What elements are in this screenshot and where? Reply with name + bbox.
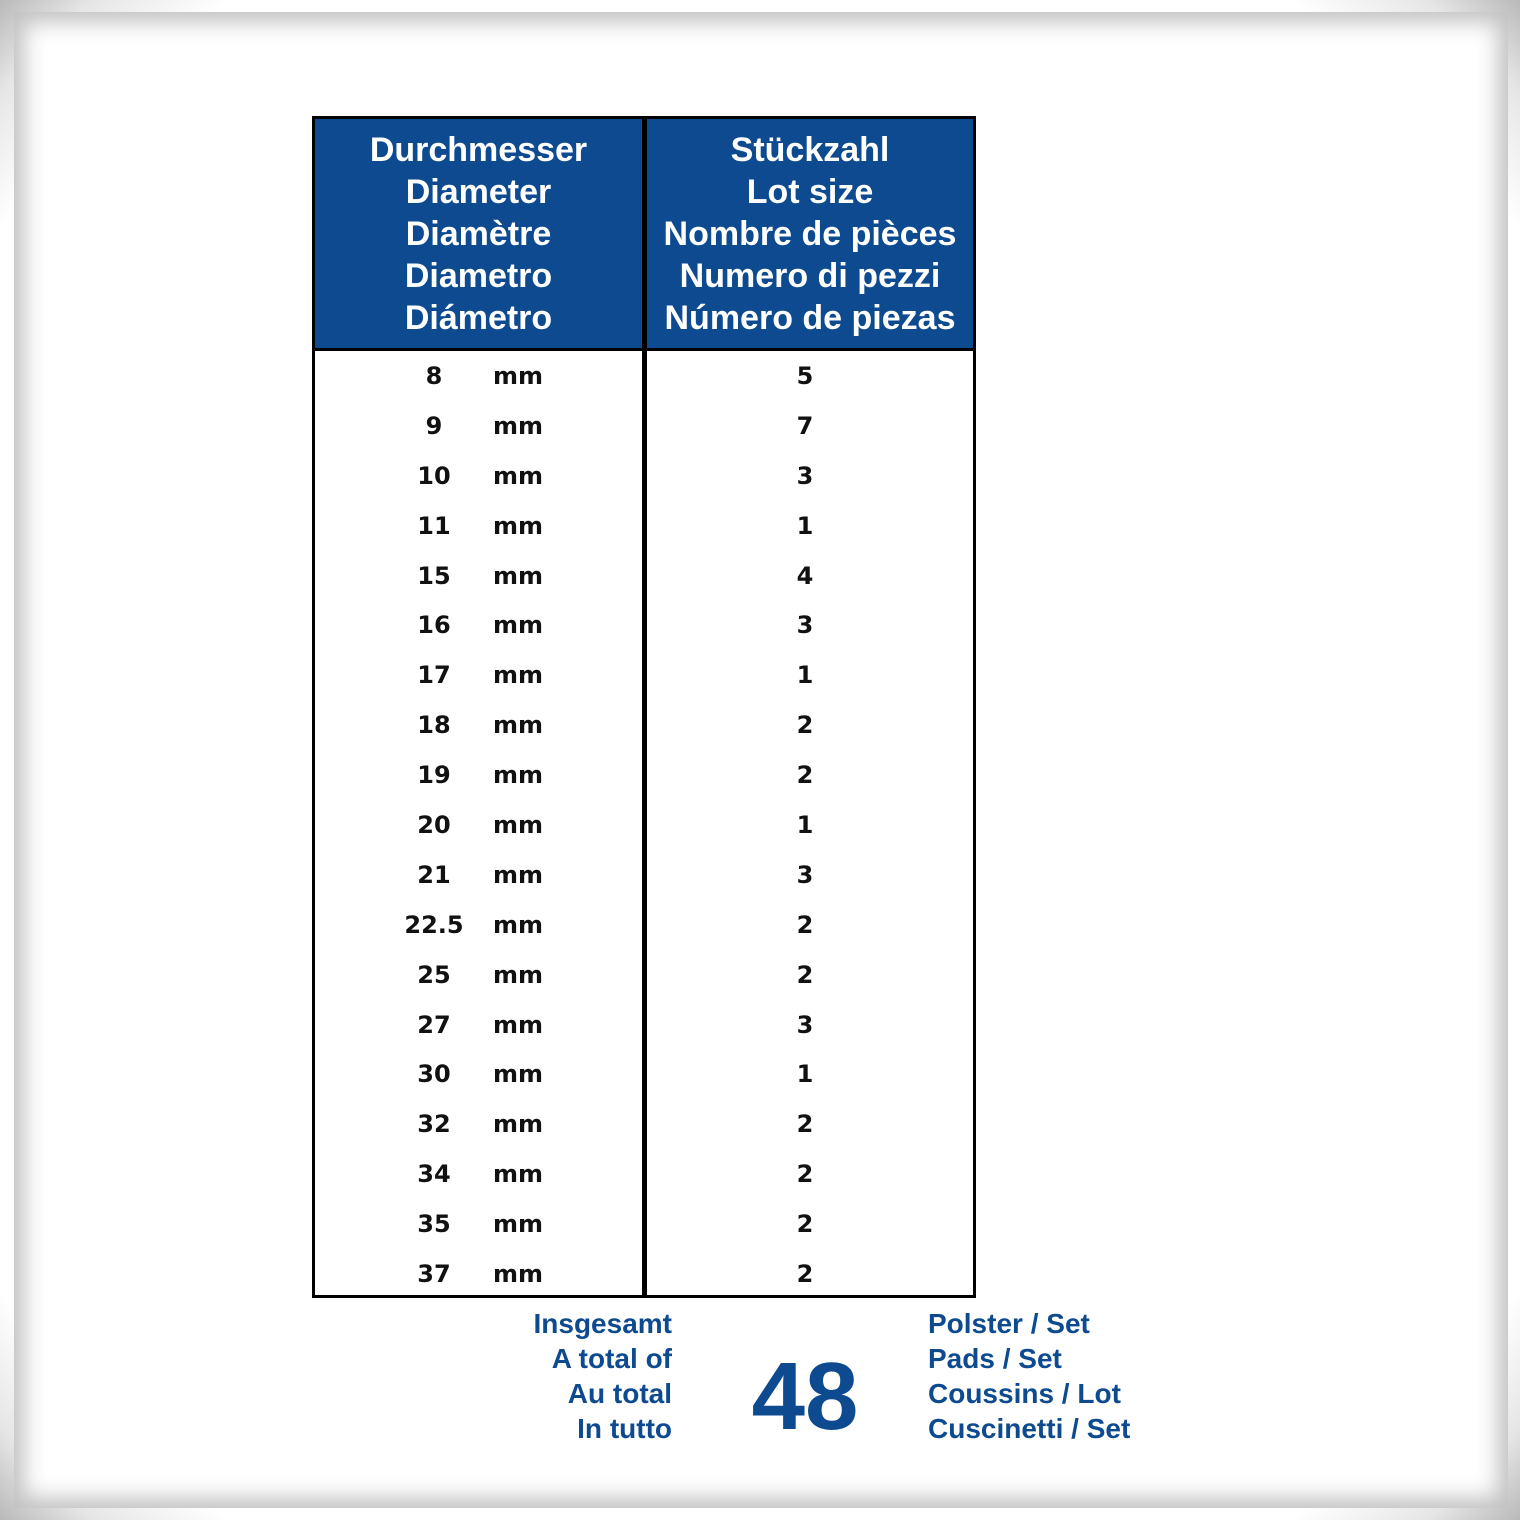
diameter-unit: mm	[493, 1160, 544, 1189]
diameter-unit: mm	[493, 860, 544, 889]
diameter-value: 32	[417, 1110, 451, 1139]
lot-size-value: 2	[796, 1210, 814, 1239]
diameter-unit: mm	[493, 511, 544, 540]
lot-size-value: 2	[796, 960, 814, 989]
diameter-value: 20	[417, 811, 451, 840]
lot-size-value: 3	[796, 611, 814, 640]
diameter-unit: mm	[493, 611, 544, 640]
diameter-unit: mm	[493, 561, 544, 590]
unit-label: Coussins / Lot	[928, 1378, 1121, 1409]
diameter-value: 8	[425, 362, 443, 390]
diameter-unit: mm	[493, 362, 544, 390]
diameter-unit: mm	[493, 761, 544, 790]
lot-size-value: 1	[796, 1060, 814, 1089]
lot-size-value: 2	[796, 761, 814, 790]
unit-label: Pads / Set	[928, 1343, 1062, 1374]
header-label: Stückzahl	[730, 131, 890, 169]
lot-size-value: 3	[796, 461, 814, 490]
unit-label: Polster / Set	[928, 1308, 1090, 1339]
lot-size-table	[312, 116, 976, 1298]
header-label: Numero di pezzi	[679, 257, 941, 295]
diameter-value: 9	[425, 411, 443, 440]
total-label: A total of	[551, 1343, 672, 1374]
diameter-unit: mm	[493, 411, 544, 440]
diameter-unit: mm	[493, 960, 544, 989]
total-label: Insgesamt	[533, 1308, 672, 1339]
header-label: Número de piezas	[664, 299, 956, 337]
diameter-value: 35	[417, 1210, 451, 1239]
lot-size-value: 2	[796, 1110, 814, 1139]
diameter-value: 21	[417, 860, 451, 889]
diameter-value: 37	[417, 1260, 451, 1289]
diameter-unit: mm	[493, 1010, 544, 1039]
header-label: Diametro	[404, 257, 553, 295]
diameter-value: 10	[417, 461, 451, 490]
diameter-unit: mm	[493, 711, 544, 740]
diameter-unit: mm	[493, 661, 544, 690]
lot-size-header	[647, 129, 973, 339]
lot-size-value: 7	[796, 411, 814, 440]
lot-size-value: 2	[796, 1260, 814, 1289]
lot-size-value: 2	[796, 711, 814, 740]
diameter-value: 15	[417, 561, 451, 590]
lot-size-value: 1	[796, 511, 814, 540]
diameter-value: 27	[417, 1010, 451, 1039]
header-label: Durchmesser	[369, 131, 588, 169]
total-labels	[470, 1306, 672, 1446]
diameter-header	[315, 129, 642, 339]
column-divider	[642, 119, 647, 1295]
header-label: Diámetro	[404, 299, 553, 337]
diameter-unit: mm	[493, 461, 544, 490]
diameter-value: 30	[417, 1060, 451, 1089]
lot-size-value: 4	[796, 561, 814, 590]
diameter-unit: mm	[493, 910, 544, 939]
header-label: Diamètre	[405, 215, 552, 253]
diameter-unit: mm	[493, 1060, 544, 1089]
diameter-unit: mm	[493, 1210, 544, 1239]
diameter-unit: mm	[493, 1110, 544, 1139]
lot-size-value: 1	[796, 811, 814, 840]
lot-size-value: 2	[796, 1160, 814, 1189]
total-unit-labels	[928, 1306, 1188, 1446]
lot-size-value: 5	[796, 362, 814, 390]
lot-size-value: 3	[796, 860, 814, 889]
diameter-value: 34	[417, 1160, 451, 1189]
total-label: In tutto	[577, 1413, 672, 1444]
diameter-unit: mm	[493, 811, 544, 840]
diameter-value: 11	[417, 511, 451, 540]
unit-label: Cuscinetti / Set	[928, 1413, 1131, 1444]
header-label: Diameter	[405, 173, 552, 211]
diameter-value: 16	[417, 611, 451, 640]
diameter-value: 18	[417, 711, 451, 740]
total-value: 48	[751, 1343, 859, 1450]
diameter-unit: mm	[493, 1260, 544, 1289]
diameter-value: 22.5	[404, 910, 464, 939]
diameter-value: 19	[417, 761, 451, 790]
diameter-value: 25	[417, 960, 451, 989]
diameter-value: 17	[417, 661, 451, 690]
lot-size-value: 3	[796, 1010, 814, 1039]
header-label: Nombre de pièces	[663, 215, 957, 253]
header-label: Lot size	[746, 173, 874, 211]
total-label: Au total	[567, 1378, 672, 1409]
lot-size-value: 2	[796, 910, 814, 939]
lot-size-value: 1	[796, 661, 814, 690]
